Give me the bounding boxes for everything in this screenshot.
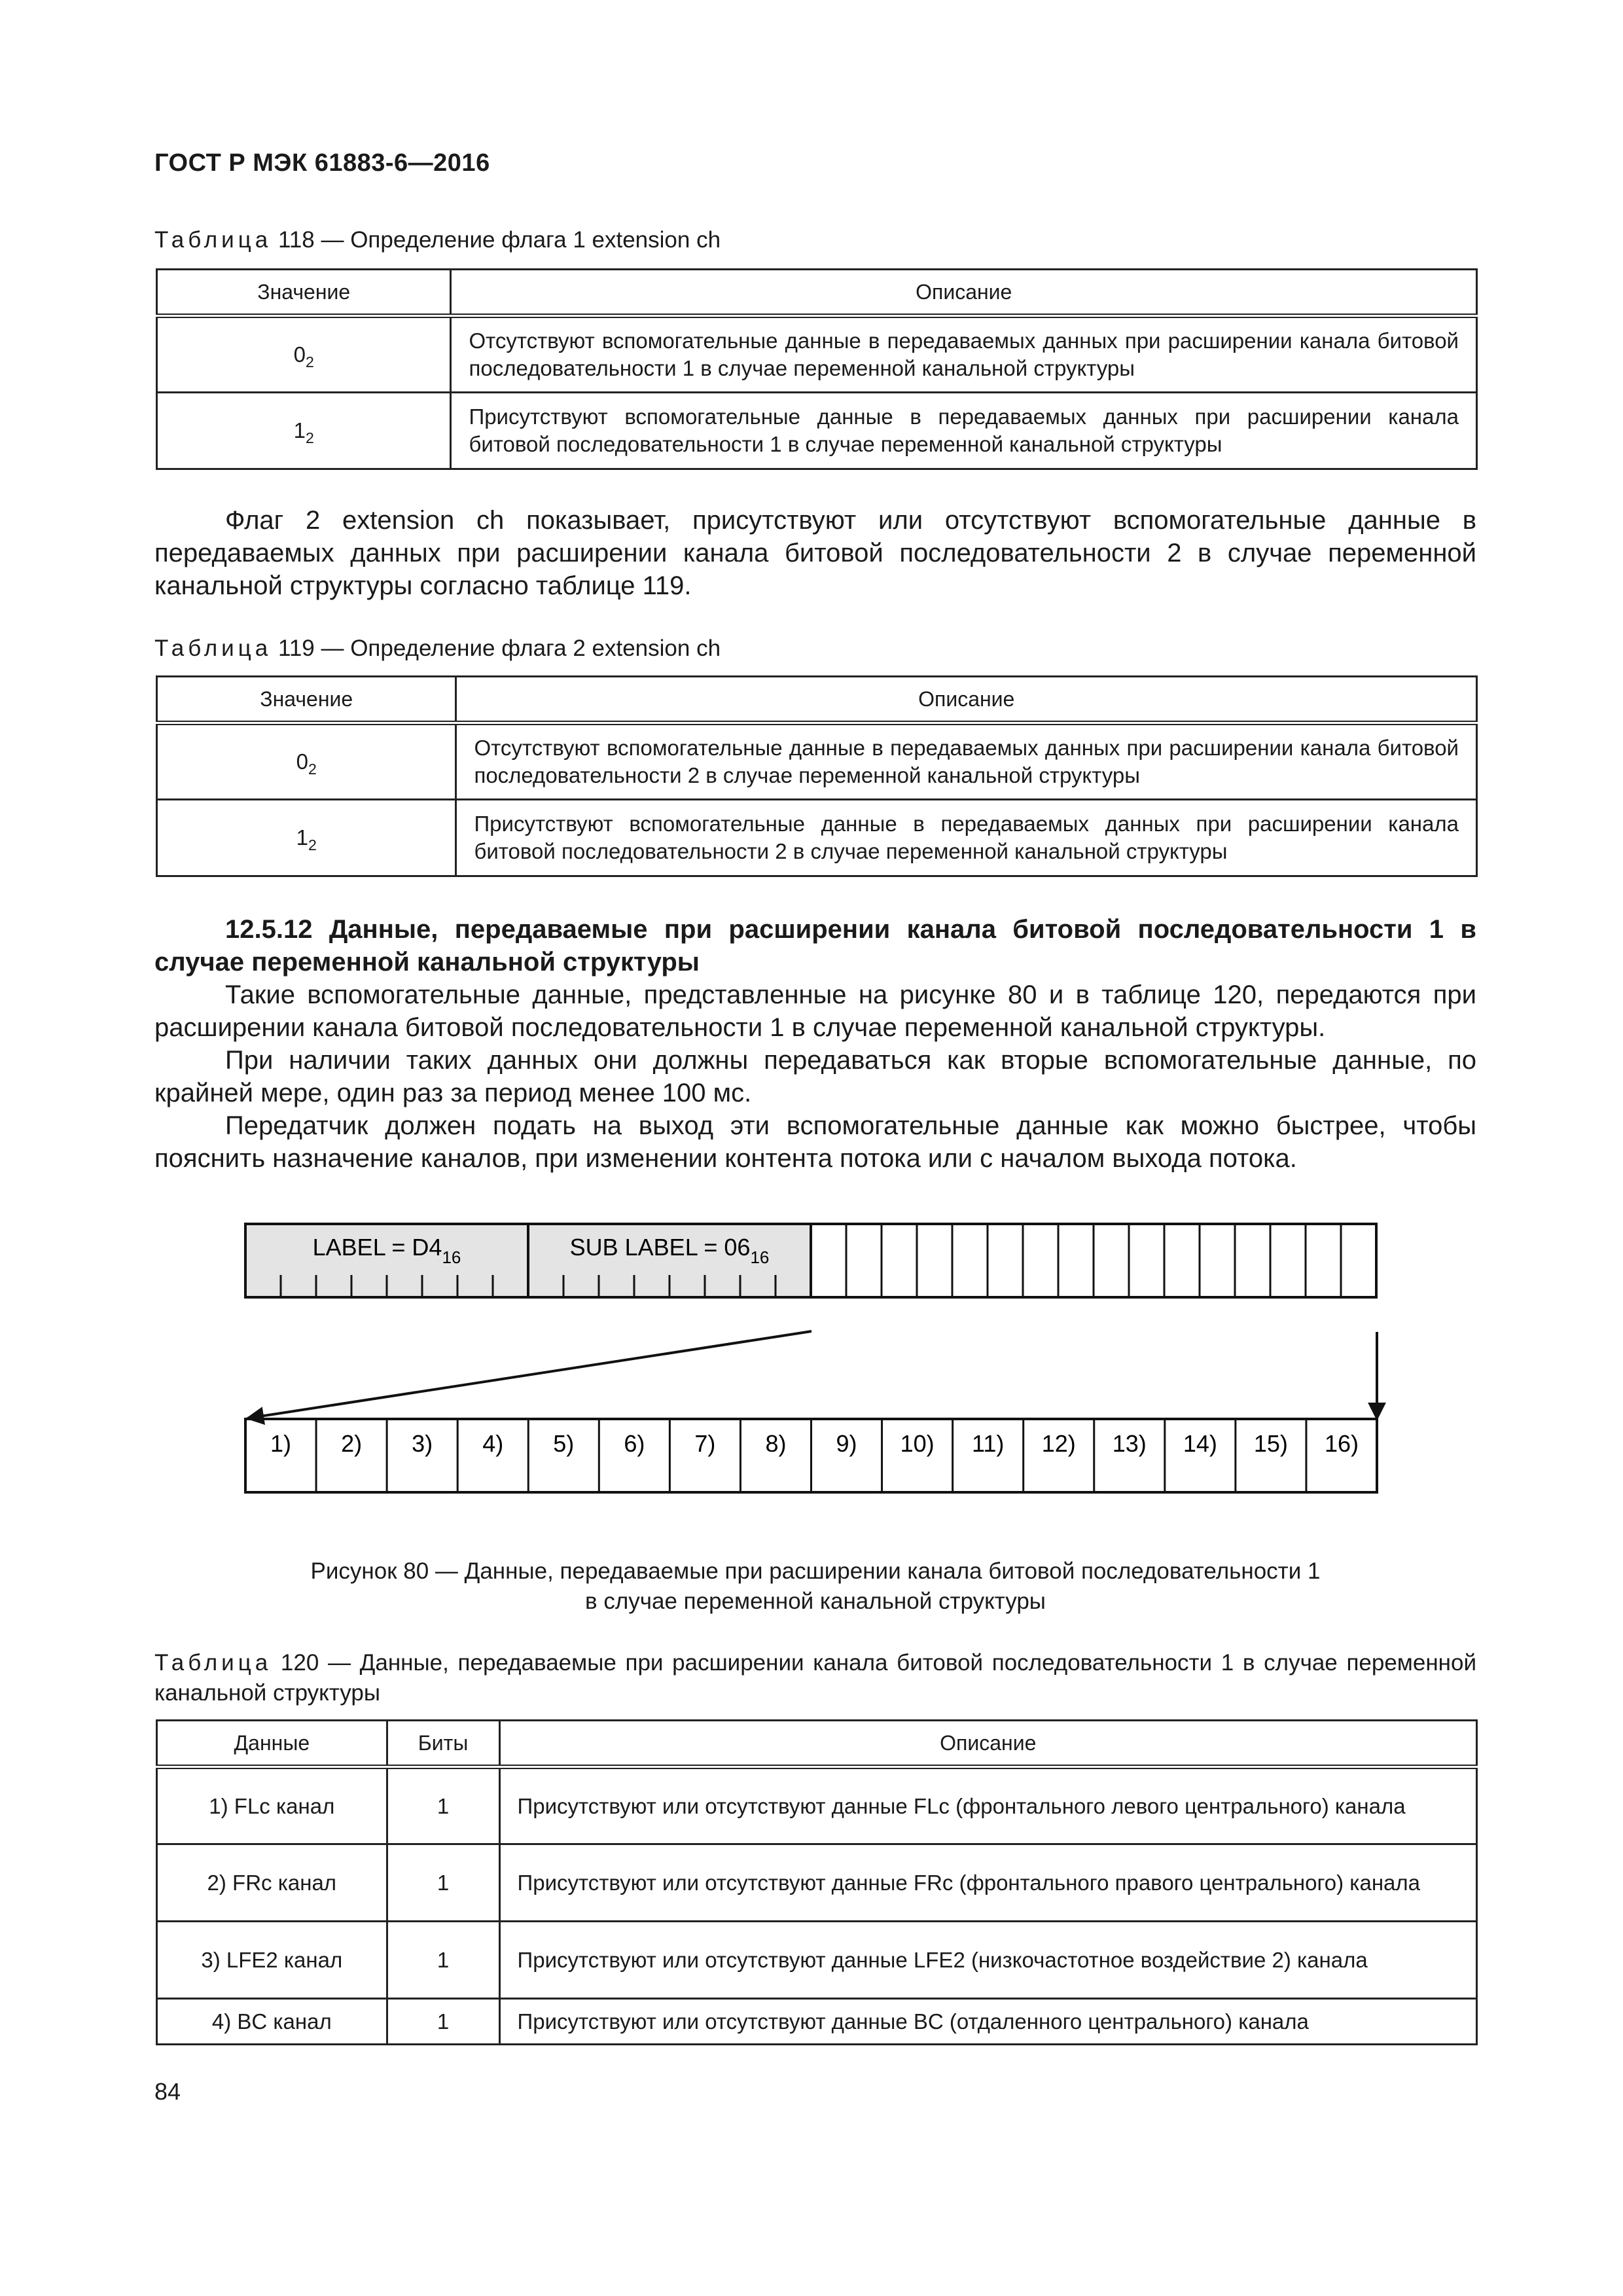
sub-label-text: SUB LABEL = $06_{16}$ bbox=[569, 1234, 770, 1267]
table-120 bbox=[156, 1719, 1478, 2045]
figure-80-caption: Рисунок 80 — Данные, передаваемые при расширении канала битовой последовательности 1 в случае переменной канальной структуры bbox=[310, 1558, 1321, 1614]
table-118-desc-cell: Отсутствуют вспомогательные данные в передаваемых данных при расширении канала битовой последовательности 1 в случае переменной канальной структуры bbox=[451, 316, 1477, 393]
table-row bbox=[157, 1844, 1477, 1922]
paragraph-flag2: Флаг 2 extension ch показывает, присутствуют или отсутствуют вспомогательные данные в передаваемых данных при расширении канала битовой последовательности 2 в случае переменной канальной структуры согласно таблице 119. bbox=[154, 506, 1476, 600]
channel-cell-label: 9) bbox=[836, 1430, 857, 1457]
page-number: 84 bbox=[154, 2078, 181, 2105]
table-120-header-desc: Описание bbox=[499, 1721, 1476, 1767]
table-120-desc-cell: Присутствуют или отсутствуют данные FRc (фронтального правого центрального) канала bbox=[499, 1844, 1476, 1922]
table-118-desc-cell: Присутствуют вспомогательные данные в передаваемых данных при расширении канала битовой последовательности 1 в случае переменной канальной структуры bbox=[451, 393, 1477, 469]
table-120-header-bits: Биты bbox=[387, 1721, 499, 1767]
table-120-data-cell: 1) FLc канал bbox=[157, 1767, 387, 1844]
table-118-header-desc: Описание bbox=[451, 270, 1477, 316]
table-118-value-cell: $0_2$ bbox=[157, 316, 451, 393]
channel-cell-label: 8) bbox=[765, 1430, 787, 1457]
table-119-desc-cell: Отсутствуют вспомогательные данные в передаваемых данных при расширении канала битовой последовательности 2 в случае переменной канальной структуры bbox=[456, 723, 1477, 800]
top-bit-bar bbox=[245, 1224, 1376, 1297]
table-120-caption: Таблица 120 — Данные, передаваемые при расширении канала битовой последовательности 1 в случае переменной канальной структуры bbox=[154, 1650, 1476, 1706]
channel-cell-label: 13) bbox=[1112, 1430, 1147, 1457]
channel-cell-label: 3) bbox=[412, 1430, 433, 1457]
table-120-desc-cell: Присутствуют или отсутствуют данные LFE2 (низкочастотное воздействие 2) канала bbox=[499, 1922, 1476, 1999]
table-120-desc-cell: Присутствуют или отсутствуют данные BC (отдаленного центрального) канала bbox=[499, 1999, 1476, 2045]
channel-cell-label: 6) bbox=[624, 1430, 645, 1457]
paragraph-2: При наличии таких данных они должны передаваться как вторые вспомогательные данные, по крайней мере, один раз за период менее 100 мс. bbox=[154, 1046, 1476, 1107]
channel-cell-label: 14) bbox=[1183, 1430, 1217, 1457]
left-arrow bbox=[247, 1331, 812, 1418]
table-119-value-cell: $1_2$ bbox=[157, 800, 456, 876]
channel-cell-label: 4) bbox=[482, 1430, 504, 1457]
channel-cell-label: 15) bbox=[1253, 1430, 1288, 1457]
channel-cell-label: 10) bbox=[900, 1430, 935, 1457]
table-118-caption: Таблица 118 — Определение флага 1 extension ch bbox=[154, 227, 721, 253]
paragraph-1: Такие вспомогательные данные, представленные на рисунке 80 и в таблице 120, передаются при расширении канала битовой последовательности 1 в случае переменной канальной структуры. bbox=[154, 980, 1476, 1042]
table-120-data-cell: 4) BC канал bbox=[157, 1999, 387, 2045]
table-118-header-value: Значение bbox=[157, 270, 451, 316]
table-120-bits-cell: 1 bbox=[387, 1999, 499, 2045]
table-120-bits-cell: 1 bbox=[387, 1922, 499, 1999]
table-row bbox=[157, 1999, 1477, 2045]
table-120-bits-cell: 1 bbox=[387, 1767, 499, 1844]
document-header: ГОСТ Р МЭК 61883-6—2016 bbox=[154, 149, 490, 177]
table-119-header-value: Значение bbox=[157, 677, 456, 723]
table-119-header-desc: Описание bbox=[456, 677, 1477, 723]
channel-cell-label: 16) bbox=[1324, 1430, 1359, 1457]
table-row bbox=[157, 1922, 1477, 1999]
channel-cell-label: 11) bbox=[971, 1430, 1005, 1457]
table-118-value-cell: $1_2$ bbox=[157, 393, 451, 469]
table-row bbox=[157, 1767, 1477, 1844]
bottom-channel-bar bbox=[245, 1419, 1377, 1492]
table-119-value-cell: $0_2$ bbox=[157, 723, 456, 800]
channel-cell-label: 7) bbox=[694, 1430, 716, 1457]
section-heading: 12.5.12 Данные, передаваемые при расширении канала битовой последовательности 1 в случае переменной канальной структуры bbox=[154, 915, 1476, 977]
table-120-data-cell: 3) LFE2 канал bbox=[157, 1922, 387, 1999]
paragraph-3: Передатчик должен подать на выход эти вспомогательные данные как можно быстрее, чтобы пояснить назначение каналов, при изменении контента потока или с началом выхода потока. bbox=[154, 1111, 1476, 1173]
table-119-caption: Таблица 119 — Определение флага 2 extension ch bbox=[154, 636, 721, 661]
label-text: LABEL = $D4_{16}$ bbox=[312, 1234, 461, 1267]
channel-cell-label: 5) bbox=[553, 1430, 575, 1457]
channel-cell-label: 1) bbox=[270, 1430, 292, 1457]
table-120-desc-cell: Присутствуют или отсутствуют данные FLc (фронтального левого центрального) канала bbox=[499, 1767, 1476, 1844]
table-120-data-cell: 2) FRc канал bbox=[157, 1844, 387, 1922]
table-119-desc-cell: Присутствуют вспомогательные данные в передаваемых данных при расширении канала битовой последовательности 2 в случае переменной канальной структуры bbox=[456, 800, 1477, 876]
table-120-bits-cell: 1 bbox=[387, 1844, 499, 1922]
channel-cell-label: 2) bbox=[341, 1430, 363, 1457]
channel-cell-label: 12) bbox=[1041, 1430, 1076, 1457]
table-120-header-data: Данные bbox=[157, 1721, 387, 1767]
